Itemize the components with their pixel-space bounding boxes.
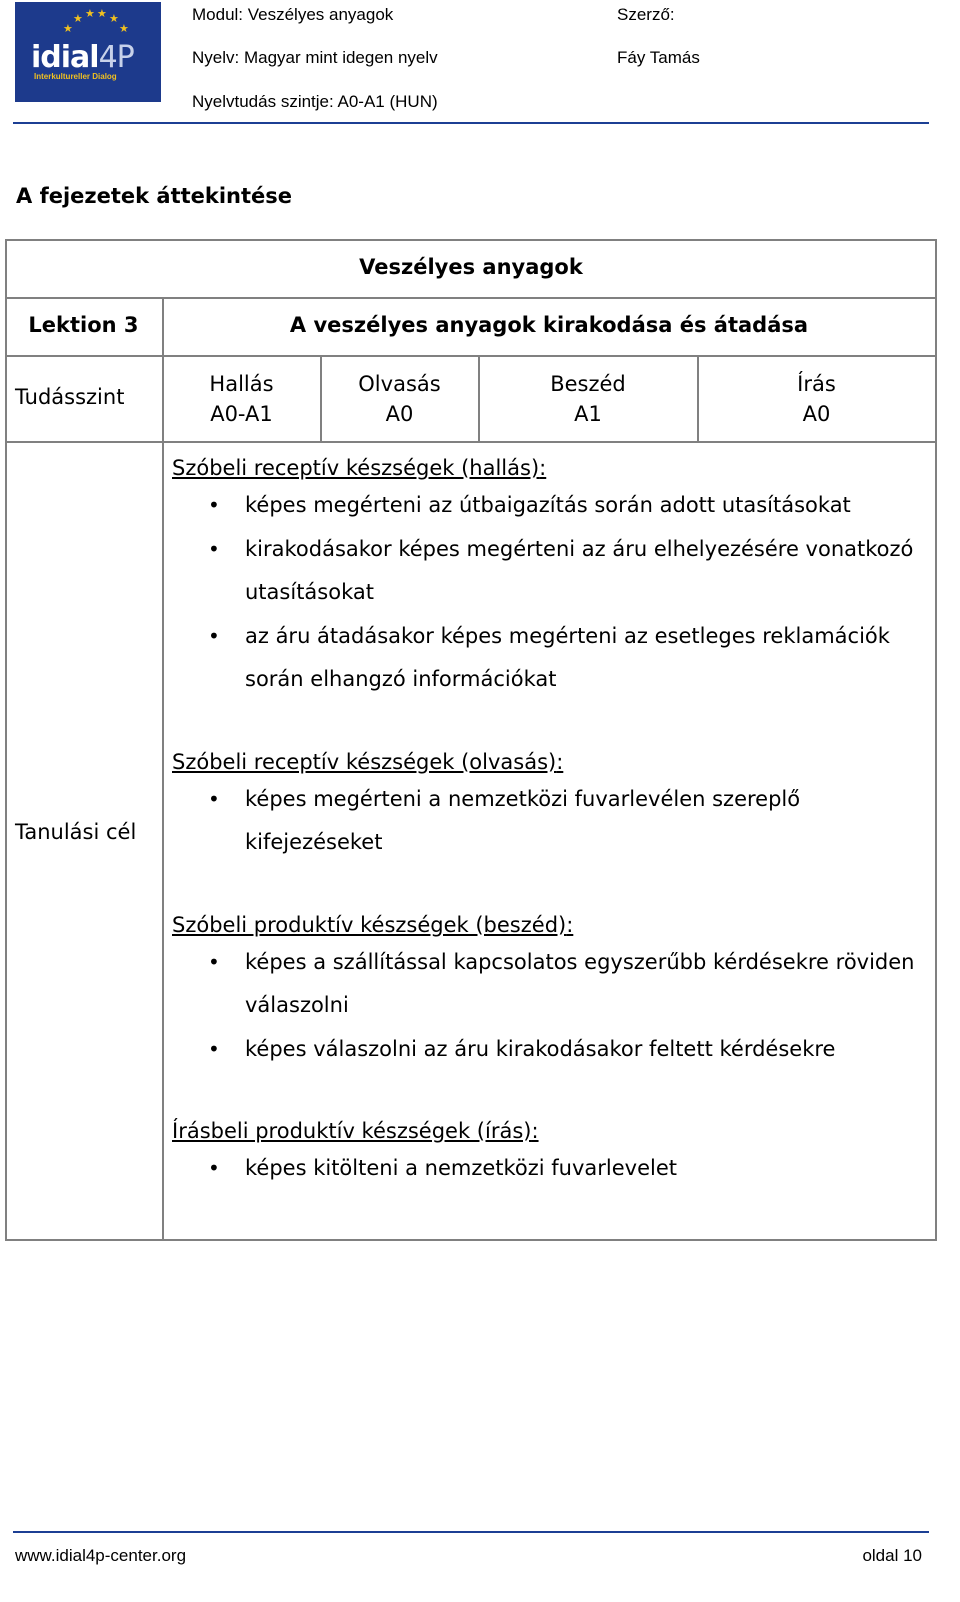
goal-list [172, 1147, 922, 1191]
svg-text:★: ★ [63, 22, 73, 35]
lesson-title: A veszélyes anyagok kirakodása és átadása [289, 313, 809, 337]
header-module: Modul: Veszélyes anyagok [192, 5, 394, 24]
level-label: Tudásszint [15, 385, 125, 409]
footer-divider [13, 1531, 929, 1533]
header-level: Nyelvtudás szintje: A0-A1 (HUN) [192, 92, 438, 111]
header-language: Nyelv: Magyar mint idegen nyelv [192, 48, 438, 67]
goal-section-reading [172, 746, 922, 865]
skill-name: Írás [797, 372, 836, 396]
goal-item: • képes a szállítással kapcsolatos egyszerűbb kérdésekre röviden válaszolni [172, 941, 922, 1028]
skill-name: Olvasás [358, 372, 441, 396]
table-title: Veszélyes anyagok [359, 255, 583, 279]
logo-brand-text: idial4P [31, 40, 134, 75]
goal-item: • képes megérteni az útbaigazítás során adott utasításokat [172, 484, 922, 528]
goal-section-writing [172, 1115, 922, 1191]
header-author-label: Szerző: [617, 5, 675, 24]
skill-listening [163, 369, 320, 429]
skill-name: Beszéd [550, 372, 626, 396]
goal-heading: Szóbeli produktív készségek (beszéd): [172, 912, 574, 937]
logo-tagline: Interkultureller Dialog [34, 72, 117, 81]
goal-heading: Szóbeli receptív készségek (olvasás): [172, 749, 564, 774]
section-title: A fejezetek áttekintése [16, 184, 293, 208]
goal-heading: Szóbeli receptív készségek (hallás): [172, 456, 547, 480]
goal-item: • képes válaszolni az áru kirakodásakor feltett kérdésekre [172, 1028, 922, 1072]
skill-name: Hallás [209, 372, 274, 396]
learning-goals [172, 452, 922, 1191]
idial4p-logo [15, 2, 161, 102]
svg-text:★: ★ [73, 12, 83, 25]
skill-level: A0-A1 [210, 402, 273, 426]
goal-label: Tanulási cél [15, 820, 137, 844]
svg-text:★: ★ [119, 22, 129, 35]
goal-list [172, 941, 922, 1072]
svg-text:★: ★ [97, 8, 107, 20]
goal-list [172, 484, 922, 702]
goal-item: • kirakodásakor képes megérteni az áru elhelyezésére vonatkozó utasításokat [172, 528, 922, 615]
svg-text:★: ★ [85, 8, 95, 20]
skill-level: A1 [574, 402, 602, 426]
footer-url-link[interactable]: www.idial4p-center.org [15, 1546, 187, 1565]
goal-item: • képes kitölteni a nemzetközi fuvarlevelet [172, 1147, 922, 1191]
goal-section-listening [172, 452, 922, 702]
footer-page-number: oldal 10 [862, 1546, 922, 1565]
skill-reading [321, 369, 478, 429]
eu-stars-icon [15, 8, 161, 38]
header-divider [13, 122, 929, 124]
skill-level: A0 [385, 402, 414, 426]
goal-heading: Írásbeli produktív készségek (írás): [172, 1119, 539, 1143]
goal-list [172, 778, 922, 865]
svg-text:★: ★ [109, 12, 119, 25]
goal-item: • az áru átadásakor képes megérteni az esetleges reklamációk során elhangzó információkat [172, 615, 922, 702]
lesson-label: Lektion 3 [28, 313, 139, 337]
goal-section-speaking [172, 909, 922, 1072]
skill-writing [698, 369, 935, 429]
skill-speaking [479, 369, 697, 429]
header-author-name: Fáy Tamás [617, 48, 700, 67]
skill-level: A0 [802, 402, 831, 426]
goal-item: • képes megérteni a nemzetközi fuvarlevélen szereplő kifejezéseket [172, 778, 922, 865]
